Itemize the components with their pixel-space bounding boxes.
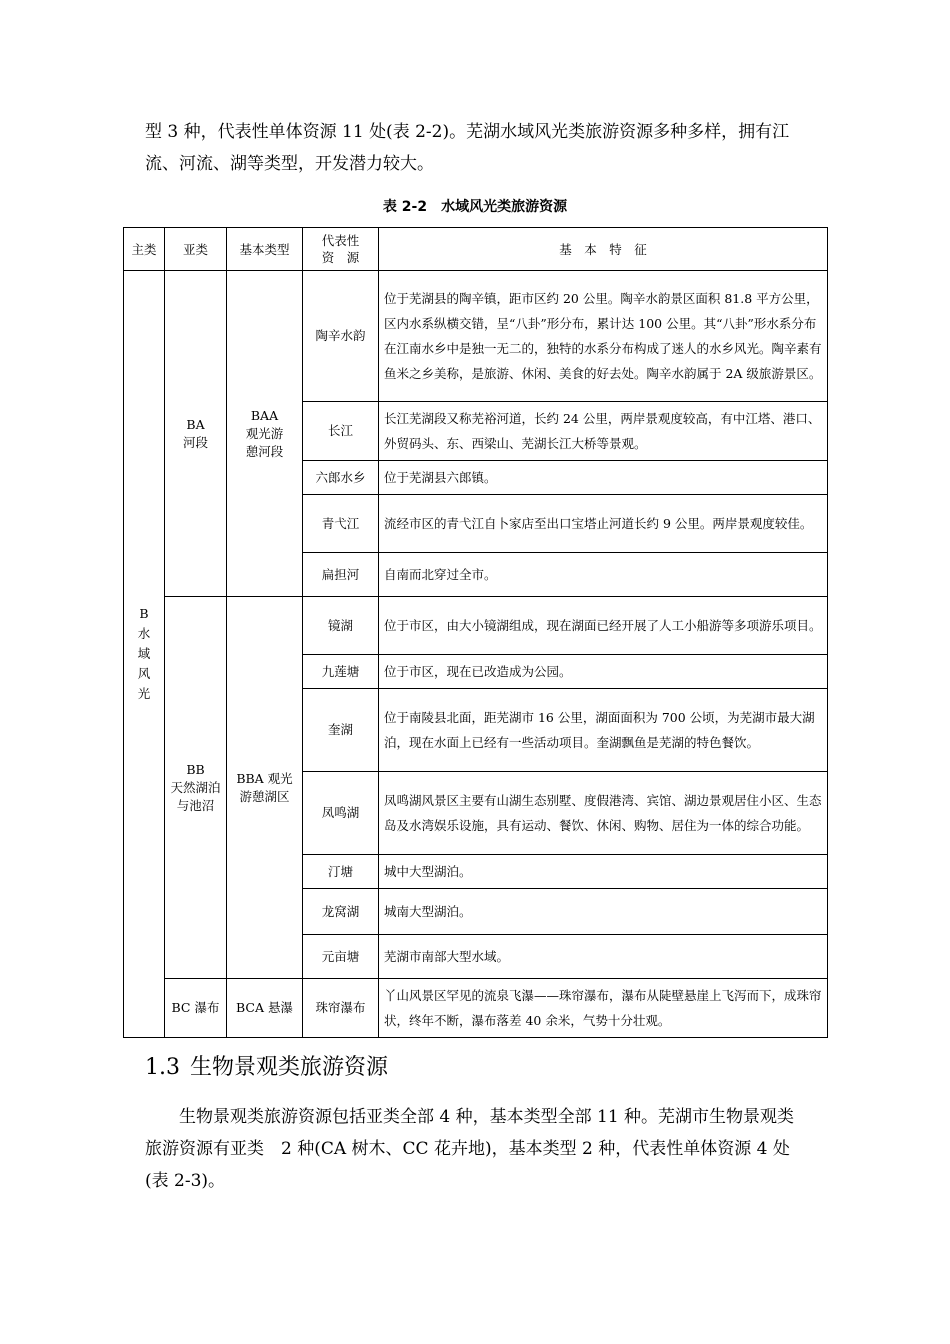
resource-name: 龙窝湖	[303, 889, 379, 935]
section-title: 生物景观类旅游资源	[190, 1055, 389, 1080]
resource-feature: 城中大型湖泊。	[379, 855, 828, 889]
intro-paragraph: 型 3 种，代表性单体资源 11 处(表 2-2)。芜湖水域风光类旅游资源多种多样，拥有江流、河流、湖等类型，开发潜力较大。	[145, 122, 790, 174]
water-scenery-table	[123, 227, 828, 1038]
resource-feature: 长江芜湖段又称芜裕河道，长约 24 公里，两岸景观度较高，有中江塔、港口、外贸码头、东、西梁山、芜湖长江大桥等景观。	[379, 402, 828, 461]
resource-feature: 丫山风景区罕见的流泉飞瀑——珠帘瀑布，瀑布从陡壁悬崖上飞泻而下，成珠帘状，终年不断，瀑布落差 40 余米，气势十分壮观。	[379, 979, 828, 1038]
header-basic-type: 基本类型	[227, 228, 303, 271]
subclass-cell: BA 河段	[165, 271, 227, 597]
header-main-class: 主类	[124, 228, 165, 271]
resource-feature: 自南而北穿过全市。	[379, 553, 828, 597]
resource-name: 元亩塘	[303, 935, 379, 979]
resource-feature: 芜湖市南部大型水域。	[379, 935, 828, 979]
subclass-cell: BB 天然湖泊 与池沼	[165, 597, 227, 979]
section-number: 1.3	[145, 1055, 180, 1080]
basic-type-cell: BAA 观光游 憩河段	[227, 271, 303, 597]
resource-name: 陶辛水韵	[303, 271, 379, 402]
resource-name: 汀塘	[303, 855, 379, 889]
resource-feature: 位于南陵县北面，距芜湖市 16 公里，湖面面积为 700 公顷，为芜湖市最大湖泊，现在水面上已经有一些活动项目。奎湖飘鱼是芜湖的特色餐饮。	[379, 689, 828, 772]
resource-feature: 位于市区，现在已改造成为公园。	[379, 655, 828, 689]
subclass-cell: BC 瀑布	[165, 979, 227, 1038]
header-representative: 代表性资 源	[303, 228, 379, 271]
basic-type-cell: BBA 观光 游憩湖区	[227, 597, 303, 979]
resource-feature: 位于芜湖县的陶辛镇，距市区约 20 公里。陶辛水韵景区面积 81.8 平方公里，区内水系纵横交错，呈“八卦”形分布，累计达 100 公里。其“八卦”形水系分布在江南水乡中是独一无二的，独特的水系分布构成了迷人的水乡风光。陶辛素有鱼米之乡美称，是旅游、休闲、美食的好去处。陶辛水韵属于 2A 级旅游景区。	[379, 271, 828, 402]
resource-name: 六郎水乡	[303, 461, 379, 495]
header-features: 基 本 特 征	[379, 228, 828, 271]
resource-name: 珠帘瀑布	[303, 979, 379, 1038]
resource-feature: 流经市区的青弋江自卜家店至出口宝塔止河道长约 9 公里。两岸景观度较佳。	[379, 495, 828, 553]
body-paragraph: 生物景观类旅游资源包括亚类全部 4 种，基本类型全部 11 种。芜湖市生物景观类旅游资源有亚类 2 种(CA 树木、CC 花卉地)，基本类型 2 种，代表性单体资源 4 处(表 2-3)。	[145, 1107, 795, 1191]
resource-name: 奎湖	[303, 689, 379, 772]
section-heading	[145, 1050, 388, 1081]
resource-name: 镜湖	[303, 597, 379, 655]
basic-type-cell: BCA 悬瀑	[227, 979, 303, 1038]
resource-name: 凤鸣湖	[303, 772, 379, 855]
resource-feature: 位于市区，由大小镜湖组成，现在湖面已经开展了人工小船游等多项游乐项目。	[379, 597, 828, 655]
resource-feature: 凤鸣湖风景区主要有山湖生态别墅、度假港湾、宾馆、湖边景观居住小区、生态岛及水湾娱乐设施，具有运动、餐饮、休闲、购物、居住为一体的综合功能。	[379, 772, 828, 855]
main-class-cell: B 水 域 风 光	[124, 271, 165, 1038]
header-subclass: 亚类	[165, 228, 227, 271]
resource-name: 九莲塘	[303, 655, 379, 689]
table-caption: 表 2-2 水域风光类旅游资源	[382, 199, 568, 215]
resource-name: 扁担河	[303, 553, 379, 597]
resource-feature: 位于芜湖县六郎镇。	[379, 461, 828, 495]
resource-name: 青弋江	[303, 495, 379, 553]
resource-feature: 城南大型湖泊。	[379, 889, 828, 935]
resource-name: 长江	[303, 402, 379, 461]
